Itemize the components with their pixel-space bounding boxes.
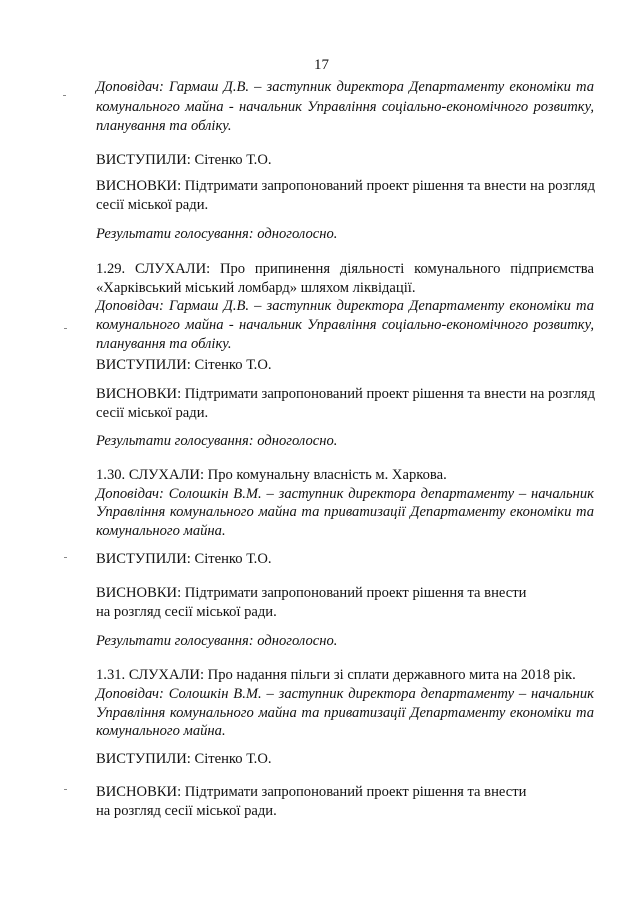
vote-result: Результати голосування: одноголосно. bbox=[96, 633, 338, 649]
speaker-line: планування та обліку. bbox=[96, 336, 232, 352]
speaker-line: планування та обліку. bbox=[96, 118, 232, 134]
speakers-line: ВИСТУПИЛИ: Сітенко Т.О. bbox=[96, 357, 272, 373]
conclusion-line: сесії міської ради. bbox=[96, 197, 209, 213]
heard-line: «Харківський міський ломбард» шляхом ліквідації. bbox=[96, 280, 416, 296]
speaker-line: комунального майна - начальник Управління соціально-економічного розвитку, bbox=[96, 317, 594, 333]
conclusion-line: ВИСНОВКИ: Підтримати запропонований проект рішення та внести bbox=[96, 585, 527, 601]
speaker-line: Доповідач: Солошкін В.М. – заступник директора департаменту – начальник bbox=[96, 486, 594, 502]
speaker-line: комунального майна - начальник Управління соціально-економічного розвитку, bbox=[96, 99, 594, 115]
conclusion-line: ВИСНОВКИ: Підтримати запропонований проект рішення та внести bbox=[96, 784, 527, 800]
conclusion-line: ВИСНОВКИ: Підтримати запропонований проект рішення та внести на розгляд bbox=[96, 178, 595, 194]
speakers-line: ВИСТУПИЛИ: Сітенко Т.О. bbox=[96, 152, 272, 168]
scan-mark bbox=[64, 789, 67, 790]
vote-result: Результати голосування: одноголосно. bbox=[96, 226, 338, 242]
scan-mark bbox=[64, 328, 67, 329]
vote-result: Результати голосування: одноголосно. bbox=[96, 433, 338, 449]
speaker-line: комунального майна. bbox=[96, 523, 226, 539]
heard-line: 1.31. СЛУХАЛИ: Про надання пільги зі сплати державного мита на 2018 рік. bbox=[96, 667, 576, 683]
conclusion-line: на розгляд сесії міської ради. bbox=[96, 803, 277, 819]
conclusion-line: на розгляд сесії міської ради. bbox=[96, 604, 277, 620]
heard-line: 1.29. СЛУХАЛИ: Про припинення діяльності комунального підприємства bbox=[96, 261, 594, 277]
conclusion-line: сесії міської ради. bbox=[96, 405, 209, 421]
speaker-line: комунального майна. bbox=[96, 723, 226, 739]
speakers-line: ВИСТУПИЛИ: Сітенко Т.О. bbox=[96, 551, 272, 567]
speaker-line: Управління комунального майна та приватизації Департаменту економіки та bbox=[96, 705, 594, 721]
scan-mark bbox=[63, 95, 66, 96]
conclusion-line: ВИСНОВКИ: Підтримати запропонований проект рішення та внести на розгляд bbox=[96, 386, 595, 402]
page-number: 17 bbox=[314, 57, 329, 73]
scan-mark bbox=[64, 557, 67, 558]
speaker-line: Доповідач: Гармаш Д.В. – заступник директора Департаменту економіки та bbox=[96, 298, 594, 314]
speaker-line: Управління комунального майна та приватизації Департаменту економіки та bbox=[96, 504, 594, 520]
heard-line: 1.30. СЛУХАЛИ: Про комунальну власність м. Харкова. bbox=[96, 467, 447, 483]
speaker-line: Доповідач: Солошкін В.М. – заступник директора департаменту – начальник bbox=[96, 686, 594, 702]
speaker-line: Доповідач: Гармаш Д.В. – заступник директора Департаменту економіки та bbox=[96, 79, 594, 95]
speakers-line: ВИСТУПИЛИ: Сітенко Т.О. bbox=[96, 751, 272, 767]
